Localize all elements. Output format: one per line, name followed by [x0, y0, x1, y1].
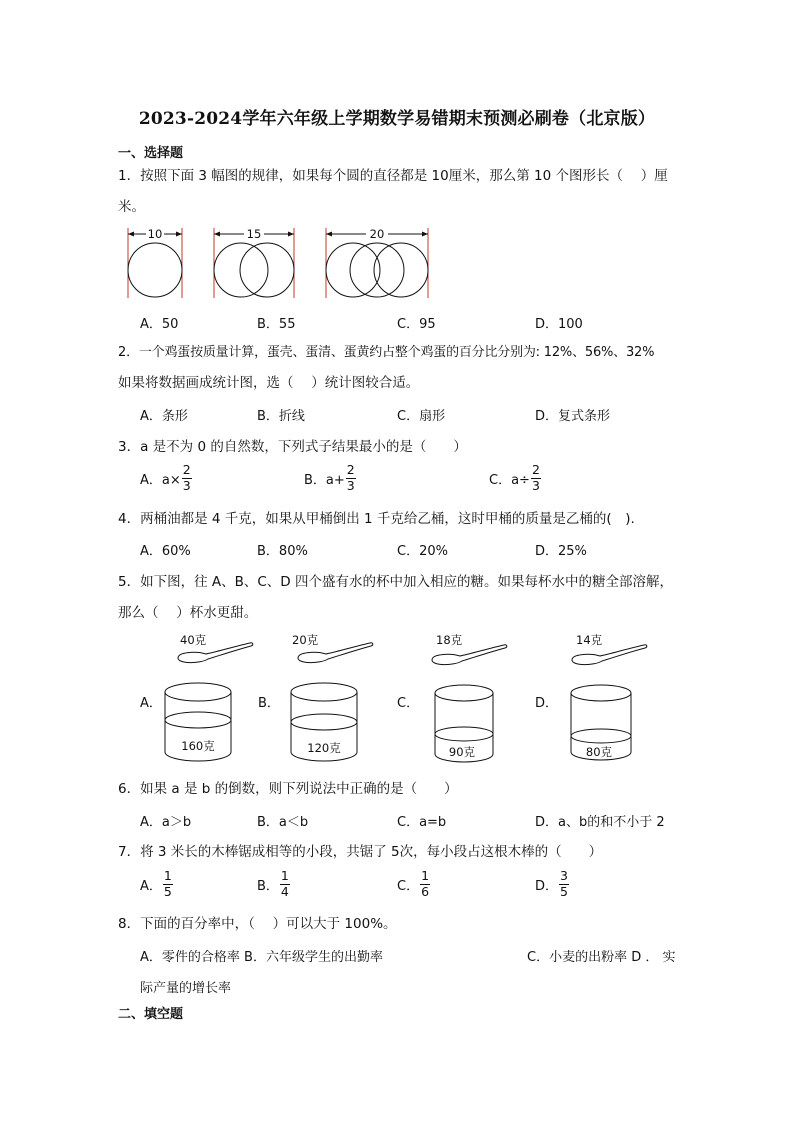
spoon-b-sugar: 20克: [292, 633, 319, 647]
fraction: [163, 870, 173, 898]
cup-d-letter: D．: [535, 696, 559, 711]
q7-option-b: [257, 870, 290, 898]
question-1-text: 1．按照下面 3 幅图的规律，如果每个圆的直径都是 10厘米，那么第 10 个图形长（ ）厘: [118, 168, 668, 184]
q2-option-a: A．条形: [140, 409, 188, 424]
fraction-numerator: 1: [163, 868, 172, 883]
cup-c-water: 90克: [448, 745, 476, 759]
fraction-denominator: 3: [531, 477, 540, 493]
fraction-denominator: 5: [163, 883, 172, 899]
cup-b-water: 120克: [307, 741, 341, 755]
q1-option-c: C．95: [397, 317, 436, 332]
q2-option-b: B．折线: [257, 409, 305, 424]
cup-b-letter: B．: [258, 696, 280, 711]
spoon-b: [290, 630, 380, 670]
section-heading-fill: 二、填空题: [118, 1007, 184, 1022]
q3-option-a-prefix: A．a×: [140, 472, 181, 488]
q7-option-c-prefix: C．: [397, 878, 420, 894]
q4-option-d: D．25%: [535, 544, 587, 559]
cup-c: [432, 682, 496, 766]
fraction: [559, 870, 569, 898]
spoon-c: [428, 630, 518, 670]
fraction-denominator: 4: [280, 883, 289, 899]
q7-option-a-prefix: A．: [140, 878, 162, 894]
circles-figure: [120, 224, 440, 304]
question-5-text-cont: 那么（ ）杯水更甜。: [118, 605, 258, 621]
q3-option-c: [489, 464, 541, 492]
fraction-numerator: 1: [280, 868, 289, 883]
fraction-numerator: 2: [182, 462, 191, 477]
q4-option-b: B．80%: [257, 544, 308, 559]
q7-option-c: [397, 870, 430, 898]
question-8-text: 8．下面的百分率中，（ ）可以大于 100%。: [118, 916, 397, 932]
q7-option-a: [140, 870, 173, 898]
fraction: [531, 464, 541, 492]
spoon-d: [568, 630, 658, 670]
q6-option-a: A．a＞b: [140, 815, 192, 830]
q7-option-d-prefix: D．: [535, 878, 559, 894]
figure-label-3: 20: [369, 227, 385, 241]
q8-option-d-cont: 际产量的增长率: [140, 981, 232, 996]
q2-option-d: D．复式条形: [535, 409, 611, 424]
q1-option-a: A．50: [140, 317, 179, 332]
figure-label-2: 15: [246, 227, 262, 241]
cup-a-letter: A．: [140, 696, 162, 711]
q8-options-ab: A．零件的合格率 B．六年级学生的出勤率: [140, 950, 383, 965]
fraction-denominator: 6: [421, 883, 430, 899]
fraction: [346, 464, 356, 492]
question-4-text: 4．两桶油都是 4 千克，如果从甲桶倒出 1 千克给乙桶，这时甲桶的质量是乙桶的( ).: [118, 511, 635, 527]
figure-label-1: 10: [147, 227, 163, 241]
q8-options-cd: C．小麦的出粉率 D ． 实: [527, 950, 676, 965]
q7-option-b-prefix: B．: [257, 878, 279, 894]
fraction-denominator: 5: [560, 883, 568, 899]
q3-option-b: [304, 464, 356, 492]
q4-option-c: C．20%: [397, 544, 448, 559]
fraction-numerator: 2: [346, 462, 355, 477]
cup-d-water: 80克: [585, 745, 613, 759]
question-2-text-cont: 如果将数据画成统计图，选（ ）统计图较合适。: [118, 375, 420, 391]
q4-option-a: A．60%: [140, 544, 191, 559]
fraction: [182, 464, 192, 492]
question-7-text: 7．将 3 米长的木棒锯成相等的小段，共锯了 5次，每小段占这根木棒的（ ）: [118, 844, 603, 860]
cup-a-water: 160克: [181, 739, 215, 753]
q6-option-b: B．a＜b: [257, 815, 309, 830]
fraction-denominator: 3: [182, 477, 191, 493]
q3-option-b-prefix: B．a+: [304, 472, 345, 488]
question-6-text: 6．如果 a 是 b 的倒数，则下列说法中正确的是（ ）: [118, 781, 458, 797]
fraction-numerator: 3: [560, 868, 568, 883]
q6-option-d: D．a、b的和不小于 2: [535, 815, 665, 830]
q2-option-c: C．扇形: [397, 409, 446, 424]
question-3-text: 3．a 是不为 0 的自然数，下列式子结果最小的是（ ）: [118, 439, 467, 455]
fraction: [280, 870, 290, 898]
q3-option-c-prefix: C．a÷: [489, 472, 530, 488]
spoon-a-sugar: 40克: [180, 633, 207, 647]
fraction-numerator: 1: [421, 868, 430, 883]
section-heading-choice: 一、选择题: [118, 146, 184, 161]
page-title: 2023-2024学年六年级上学期数学易错期末预测必刷卷（北京版）: [138, 109, 656, 129]
q3-option-a: [140, 464, 192, 492]
spoon-d-sugar: 14克: [576, 633, 603, 647]
fraction-denominator: 3: [346, 477, 355, 493]
question-5-text: 5．如下图，往 A、B、C、D 四个盛有水的杯中加入相应的糖。如果每杯水中的糖全部溶解，: [118, 574, 673, 590]
q7-option-d: [535, 870, 569, 898]
question-2-text: 2．一个鸡蛋按质量计算，蛋壳、蛋清、蛋黄约占整个鸡蛋的百分比分别为: 12%、56%、32%: [118, 345, 655, 360]
spoon-c-sugar: 18克: [436, 633, 463, 647]
cup-a: [162, 680, 234, 764]
q6-option-c: C．a=b: [397, 815, 447, 830]
cup-d: [568, 682, 634, 766]
spoon-a: [170, 630, 260, 670]
fraction-numerator: 2: [531, 462, 540, 477]
question-1-text-cont: 米。: [118, 199, 145, 215]
q1-option-d: D．100: [535, 317, 583, 332]
q1-option-b: B．55: [257, 317, 296, 332]
fraction: [420, 870, 430, 898]
cup-b: [288, 680, 360, 764]
cup-c-letter: C．: [397, 696, 420, 711]
